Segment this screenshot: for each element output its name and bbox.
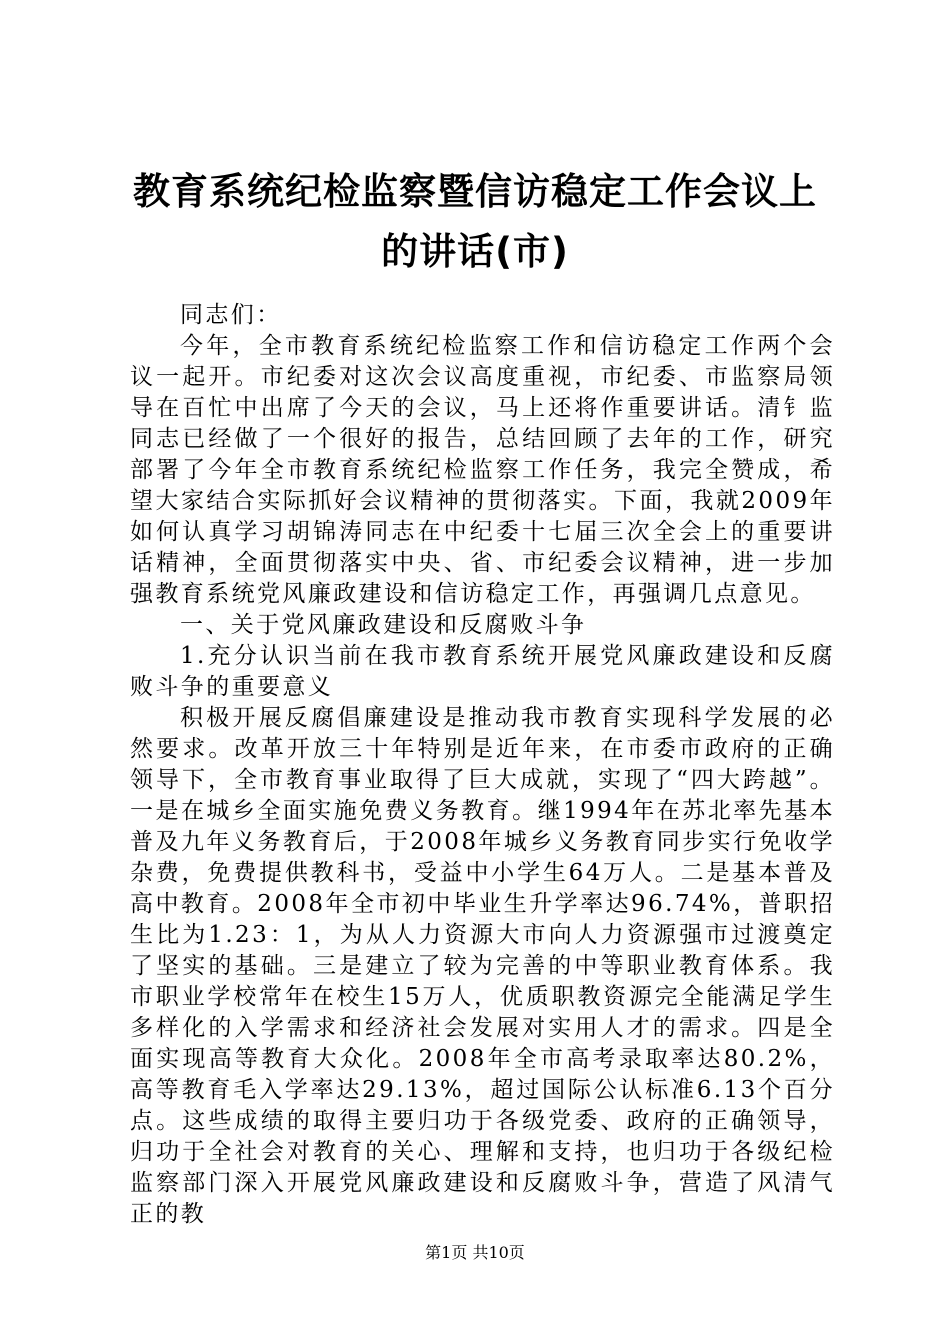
paragraph-achievements: 积极开展反腐倡廉建设是推动我市教育实现科学发展的必然要求。改革开放三十年特别是近年来，在市委市政府的正确领导下，全市教育事业取得了巨大成就，实现了“四大跨越”。一是在城乡全面实施免费义务教育。继1994年在苏北率先基本普及九年义务教育后，于2008年城乡义务教育同步实行免收学杂费，免费提供教科书，受益中小学生64万人。二是基本普及高中教育。2008年全市初中毕业生升学率达96.74%，普职招生比为1.23：1，为从人力资源大市向人力资源强市过渡奠定了坚实的基础。三是建立了较为完善的中等职业教育体系。我市职业学校常年在校生15万人，优质职教资源完全能满足学生多样化的入学需求和经济社会发展对实用人才的需求。四是全面实现高等教育大众化。2008年全市高考录取率达80.2%，高等教育毛入学率达29.13%，超过国际公认标准6.13个百分点。这些成绩的取得主要归功于各级党委、政府的正确领导，归功于全社会对教育的关心、理解和支持，也归功于各级纪检监察部门深入开展党风廉政建设和反腐败斗争，营造了风清气正的教 bbox=[130, 705, 835, 1227]
section-heading-1: 一、关于党风廉政建设和反腐败斗争 bbox=[180, 612, 587, 638]
subsection-heading-1-1: 1.充分认识当前在我市教育系统开展党风廉政建设和反腐败斗争的重要意义 bbox=[130, 643, 835, 700]
page-footer: 第1页 共10页 bbox=[425, 1243, 525, 1262]
document-body bbox=[130, 300, 835, 1230]
salutation: 同志们： bbox=[180, 302, 282, 328]
paragraph-opening: 今年，全市教育系统纪检监察工作和信访稳定工作两个会议一起开。市纪委对这次会议高度重视，市纪委、市监察局领导在百忙中出席了今天的会议，马上还将作重要讲话。清钅监同志已经做了一个很好的报告，总结回顾了去年的工作，研究部署了今年全市教育系统纪检监察工作任务，我完全赞成，希望大家结合实际抓好会议精神的贯彻落实。下面，我就2009年如何认真学习胡锦涛同志在中纪委十七届三次全会上的重要讲话精神，全面贯彻落实中央、省、市纪委会议精神，进一步加强教育系统党风廉政建设和信访稳定工作，再强调几点意见。 bbox=[130, 333, 835, 607]
document-title: 教育系统纪检监察暨信访稳定工作会议上的讲话(市) bbox=[133, 170, 817, 273]
